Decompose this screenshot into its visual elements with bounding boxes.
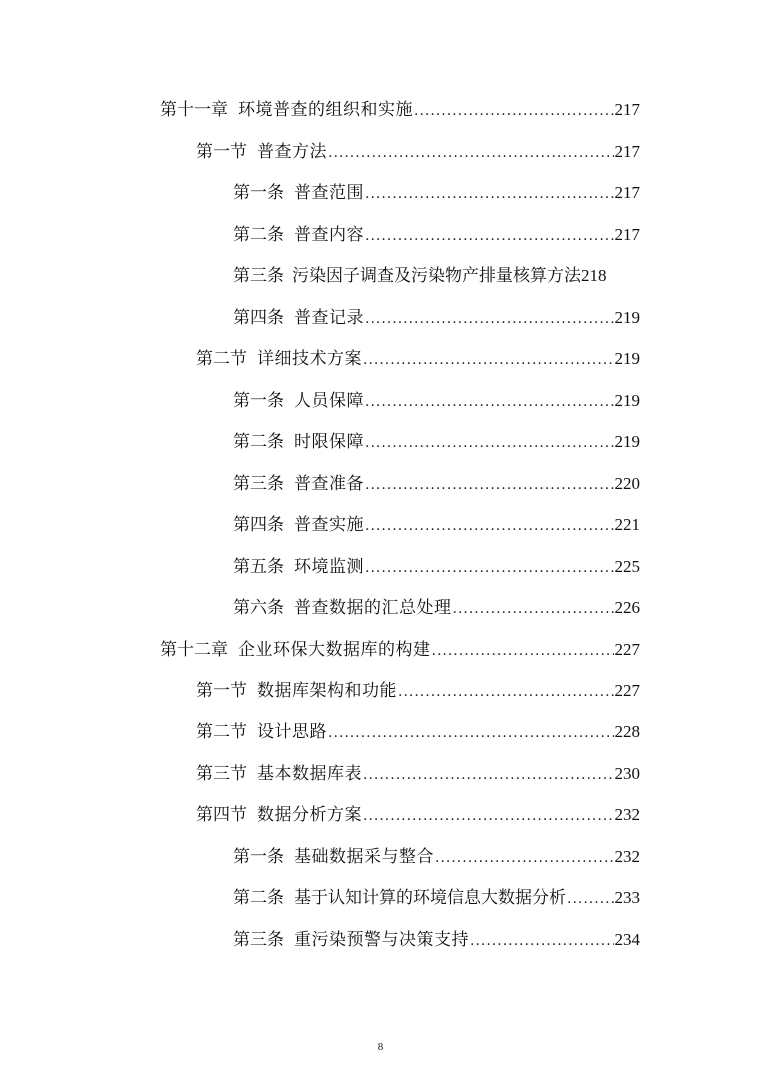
toc-entry-number: 第二节 [196, 349, 247, 369]
toc-entry-title: 重污染预警与决策支持 [294, 930, 469, 950]
toc-entry-chapter-11[interactable] [160, 98, 640, 122]
toc-entry-page: 221 [614, 515, 640, 534]
toc-entry-number: 第二条 [233, 888, 284, 908]
toc-entry-title: 基础数据采与整合 [294, 847, 434, 867]
toc-entry-title: 设计思路 [257, 722, 327, 742]
toc-entry-section[interactable] [196, 762, 640, 786]
dot-leader [363, 763, 614, 787]
toc-entry-article[interactable] [233, 223, 640, 247]
dot-leader [365, 514, 614, 538]
toc-entry-title: 详细技术方案 [257, 349, 362, 369]
dot-leader [365, 224, 614, 248]
dot-leader [328, 721, 614, 745]
toc-entry-page: 217 [614, 225, 640, 244]
dot-leader [470, 929, 614, 953]
toc-entry-title: 数据库架构和功能 [257, 681, 397, 701]
toc-entry-page: 228 [614, 722, 640, 741]
toc-entry-page: 219 [614, 349, 640, 368]
toc-entry-page: 219 [614, 391, 640, 410]
dot-leader [365, 390, 614, 414]
toc-entry-number: 第一条 [233, 391, 284, 411]
toc-entry-number: 第一节 [196, 142, 247, 162]
toc-entry-page: 219 [614, 432, 640, 451]
dot-leader [567, 887, 614, 911]
toc-entry-title: 污染因子调查及污染物产排量核算方法 [292, 266, 581, 286]
dot-leader [365, 431, 614, 455]
toc-entry-number: 第六条 [233, 598, 284, 618]
toc-entry-title: 普查记录 [294, 308, 364, 328]
toc-entry-number: 第四条 [233, 308, 284, 328]
toc-entry-article[interactable] [233, 430, 640, 454]
footer-page-number: 8 [377, 1041, 384, 1053]
toc-entry-section[interactable] [196, 679, 640, 703]
toc-entry-title: 普查范围 [294, 183, 364, 203]
toc-entry-number: 第四节 [196, 805, 247, 825]
toc-entry-article[interactable] [233, 596, 640, 620]
toc-entry-page: 227 [614, 640, 640, 659]
toc-entry-section[interactable] [196, 347, 640, 371]
toc-entry-section[interactable] [196, 720, 640, 744]
dot-leader [365, 556, 614, 580]
toc-entry-title: 时限保障 [294, 432, 364, 452]
toc-entry-page: 230 [614, 764, 640, 783]
dot-leader [328, 141, 614, 165]
dot-leader [365, 182, 614, 206]
dot-leader [414, 99, 614, 123]
dot-leader [363, 804, 614, 828]
toc-entry-title: 普查内容 [294, 225, 364, 245]
toc-entry-article[interactable] [233, 389, 640, 413]
toc-entry-title: 普查方法 [257, 142, 327, 162]
toc-entry-section[interactable] [196, 140, 640, 164]
toc-entry-title: 普查数据的汇总处理 [294, 598, 452, 618]
toc-entry-number: 第十一章 [160, 100, 228, 120]
toc-entry-page: 227 [614, 681, 640, 700]
toc-entry-number: 第二条 [233, 225, 284, 245]
toc-entry-page: 232 [614, 847, 640, 866]
dot-leader [432, 639, 614, 663]
toc-entry-article[interactable] [233, 928, 640, 952]
toc-entry-number: 第一条 [233, 847, 284, 867]
toc-entry-article[interactable] [233, 472, 640, 496]
toc-entry-chapter-12[interactable] [160, 638, 640, 662]
dot-leader [453, 597, 614, 621]
toc-entry-page: 220 [614, 474, 640, 493]
toc-entry-title: 基于认知计算的环境信息大数据分析 [294, 888, 566, 908]
toc-entry-article[interactable] [233, 555, 640, 579]
toc-entry-page: 217 [614, 100, 640, 119]
toc-entry-number: 第三节 [196, 764, 247, 784]
toc-entry-number: 第二节 [196, 722, 247, 742]
toc-entry-page: 232 [614, 805, 640, 824]
toc-entry-page: 218 [581, 266, 607, 285]
toc-entry-number: 第一节 [196, 681, 247, 701]
toc-entry-page: 219 [614, 308, 640, 327]
toc-entry-title: 数据分析方案 [257, 805, 362, 825]
toc-entry-article[interactable] [233, 181, 640, 205]
toc-entry-page: 226 [614, 598, 640, 617]
toc-entry-article[interactable] [233, 306, 640, 330]
toc-entry-article[interactable] [233, 513, 640, 537]
toc-entry-number: 第十二章 [160, 640, 228, 660]
toc-entry-article[interactable] [233, 886, 640, 910]
toc-entry-title: 企业环保大数据库的构建 [238, 640, 431, 660]
toc-entry-number: 第三条 [233, 474, 284, 494]
toc-entry-number: 第五条 [233, 557, 284, 577]
toc-entry-title: 普查实施 [294, 515, 364, 535]
toc-entry-title: 基本数据库表 [257, 764, 362, 784]
toc-entry-page: 217 [614, 183, 640, 202]
dot-leader [365, 473, 614, 497]
toc-entry-page: 217 [614, 142, 640, 161]
toc-entry-page: 233 [614, 888, 640, 907]
toc-entry-number: 第四条 [233, 515, 284, 535]
toc-entry-number: 第一条 [233, 183, 284, 203]
toc-entry-page: 225 [614, 557, 640, 576]
dot-leader [398, 680, 614, 704]
toc-entry-title: 环境监测 [294, 557, 364, 577]
dot-leader [365, 307, 614, 331]
dot-leader [363, 348, 614, 372]
toc-entry-title: 普查准备 [294, 474, 364, 494]
toc-entry-section[interactable] [196, 803, 640, 827]
toc-entry-title: 环境普查的组织和实施 [238, 100, 413, 120]
toc-entry-article[interactable] [233, 845, 640, 869]
toc-entry-article[interactable] [233, 264, 640, 288]
toc-entry-number: 第三条 [233, 266, 284, 286]
toc-entry-number: 第二条 [233, 432, 284, 452]
toc-entry-title: 人员保障 [294, 391, 364, 411]
toc-entry-page: 234 [614, 930, 640, 949]
toc-entry-number: 第三条 [233, 930, 284, 950]
dot-leader [435, 846, 614, 870]
